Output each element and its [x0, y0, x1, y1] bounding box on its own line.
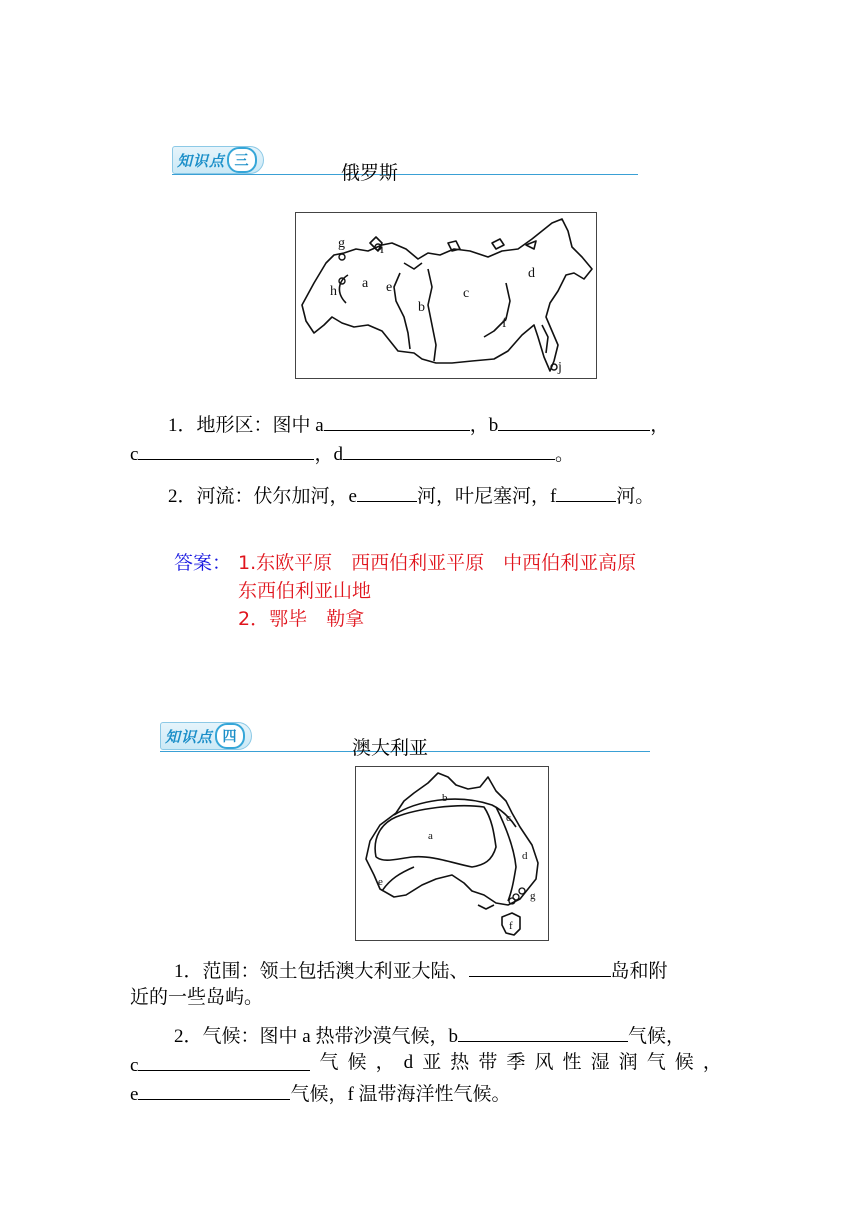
blank-f[interactable]	[556, 481, 616, 502]
map-label-g: g	[530, 890, 536, 902]
section-badge-4	[160, 722, 252, 750]
map-label-f: f	[502, 316, 507, 331]
australia-map-outline	[356, 767, 548, 940]
blank-climate-e[interactable]	[138, 1079, 290, 1100]
blank-e[interactable]	[357, 481, 417, 502]
question-climate-end: e 气候，f 温带海洋性气候。	[130, 1079, 511, 1108]
map-label-f: f	[509, 920, 513, 932]
question-scope: 1．范围：领土包括澳大利亚大陆、 岛和附	[174, 956, 668, 985]
question-terrain-cont: c ，d 。	[130, 439, 574, 468]
blank-island[interactable]	[469, 956, 611, 977]
blank-d[interactable]	[343, 439, 555, 460]
russia-map	[295, 212, 597, 379]
blank-climate-c[interactable]	[138, 1050, 310, 1071]
section-title: 澳大利亚	[352, 737, 429, 759]
map-label-g: g	[338, 236, 345, 251]
map-label-d: d	[528, 266, 535, 281]
badge-text: 知识点	[177, 151, 226, 170]
badge-number: 三	[227, 147, 257, 173]
map-label-a: a	[428, 830, 433, 842]
blank-b[interactable]	[498, 410, 650, 431]
section-title: 俄罗斯	[341, 162, 399, 184]
blank-a[interactable]	[324, 410, 470, 431]
map-label-b: b	[442, 792, 448, 804]
answer-line-1: 1.东欧平原 西西伯利亚平原 中西伯利亚高原	[238, 552, 637, 574]
map-label-d: d	[522, 850, 528, 862]
answer-label: 答案：	[174, 552, 232, 574]
map-label-j: j	[558, 360, 562, 375]
question-terrain: 1．地形区：图中 a ，b ，	[168, 410, 669, 439]
map-label-e: e	[386, 280, 393, 295]
blank-c[interactable]	[138, 439, 314, 460]
map-label-c: c	[463, 286, 470, 301]
section-rule	[172, 174, 638, 175]
answer-line-2: 东西伯利亚山地	[238, 580, 372, 602]
question-rivers: 2．河流：伏尔加河，e 河，叶尼塞河，f 河。	[168, 481, 654, 510]
map-label-h: h	[330, 284, 337, 299]
answer-line-3: 2．鄂毕 勒拿	[238, 608, 365, 630]
question-climate: 2．气候：图中 a 热带沙漠气候，b 气候，	[174, 1021, 685, 1050]
map-label-a: a	[362, 276, 369, 291]
map-label-c: c	[506, 812, 511, 824]
australia-map	[355, 766, 549, 941]
badge-text: 知识点	[165, 727, 214, 746]
question-scope-cont: 近的一些岛屿。	[130, 987, 264, 1008]
blank-climate-b[interactable]	[458, 1021, 628, 1042]
map-label-e: e	[378, 876, 383, 888]
map-label-i: i	[380, 242, 384, 257]
russia-map-outline	[296, 213, 596, 378]
question-climate-cont: c 气 候 ， d 亚 热 带 季 风 性 湿 润 气 候 ，	[130, 1052, 722, 1076]
section-badge-3	[172, 146, 264, 174]
map-label-b: b	[418, 300, 425, 315]
badge-number: 四	[215, 723, 245, 749]
